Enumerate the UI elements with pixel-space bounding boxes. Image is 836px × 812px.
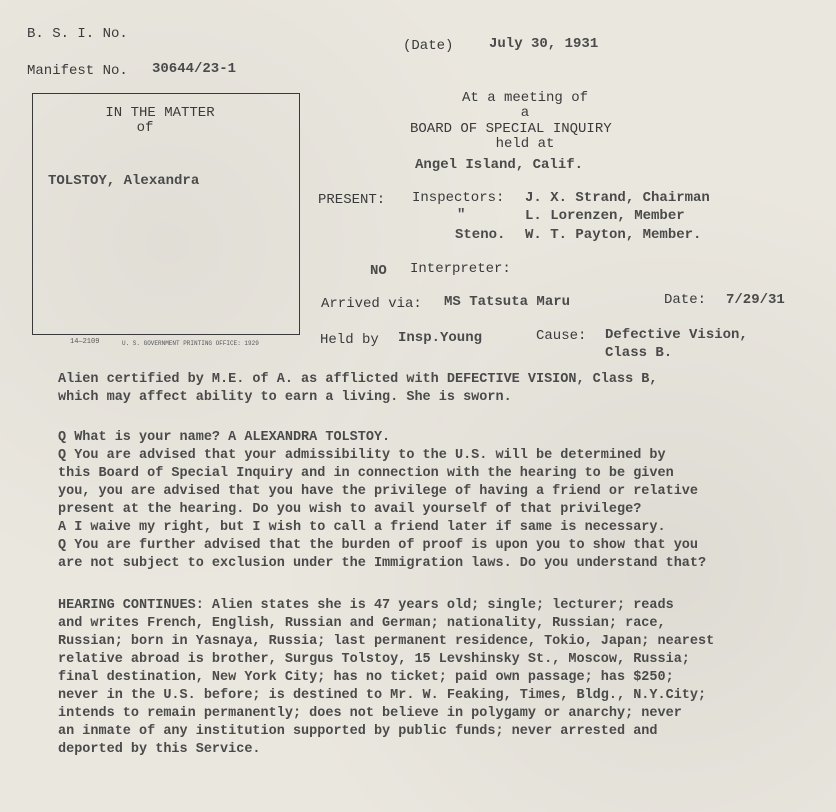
body-line: intends to remain permanently; does not believe in polygamy or anarchy; never (58, 706, 682, 721)
bsi-label: B. S. I. No. (27, 26, 128, 42)
body-line: and writes French, English, Russian and German; nationality, Russian; race, (58, 616, 666, 631)
body-line: Q You are further advised that the burden of proof is upon you to show that you (58, 538, 699, 553)
form-number: 14—2109 (70, 338, 100, 346)
cause-line1: Defective Vision, (605, 327, 748, 343)
matter-name: TOLSTOY, Alexandra (48, 173, 200, 189)
inspector-2: L. Lorenzen, Member (525, 208, 685, 224)
body-line: Q What is your name? A ALEXANDRA TOLSTOY. (58, 430, 391, 445)
body-line: HEARING CONTINUES: Alien states she is 47 years old; single; lecturer; reads (58, 598, 674, 613)
steno-member: W. T. Payton, Member. (525, 227, 702, 243)
body-line: never in the U.S. before; is destined to Mr. W. Feaking, Times, Bldg., N.Y.City; (58, 688, 707, 703)
body-line: you, you are advised that you have the privilege of having a friend or relative (58, 484, 699, 499)
meeting-place: Angel Island, Calif. (415, 157, 584, 173)
matter-title: IN THE MATTER (105, 105, 215, 121)
manifest-value: 30644/23-1 (152, 61, 237, 77)
body-line: relative abroad is brother, Surgus Tolstoy, 15 Levshinsky St., Moscow, Russia; (58, 652, 690, 667)
arrival-date-label: Date: (664, 292, 707, 308)
body-line: Alien certified by M.E. of A. as afflicted with DEFECTIVE VISION, Class B, (58, 372, 658, 387)
body-line: this Board of Special Inquiry and in connection with the hearing to be given (58, 466, 674, 481)
ship-name: MS Tatsuta Maru (444, 294, 571, 310)
body-line: Q You are advised that your admissibility to the U.S. will be determined by (58, 448, 666, 463)
body-line: deported by this Service. (58, 742, 261, 757)
board-title: BOARD OF SPECIAL INQUIRY (410, 121, 612, 137)
held-by-value: Insp.Young (398, 330, 483, 346)
ditto-mark: " (457, 207, 466, 223)
date-label: (Date) (403, 38, 454, 54)
body-line: an inmate of any institution supported by public funds; never arrested and (58, 724, 658, 739)
meeting-held-at: held at (495, 136, 555, 152)
body-line: Russian; born in Yasnaya, Russia; last permanent residence, Tokio, Japan; nearest (58, 634, 715, 649)
manifest-label: Manifest No. (27, 63, 128, 79)
meeting-line1: At a meeting of (461, 90, 589, 106)
date-value: July 30, 1931 (489, 36, 599, 52)
body-line: are not subject to exclusion under the Immigration laws. Do you understand that? (58, 556, 707, 571)
interpreter-label: Interpreter: (410, 261, 511, 277)
cause-label: Cause: (536, 328, 587, 344)
arrived-via-label: Arrived via: (321, 296, 422, 312)
arrival-date-value: 7/29/31 (726, 292, 785, 308)
matter-of: of (136, 120, 154, 136)
printing-office: U. S. GOVERNMENT PRINTING OFFICE: 1929 (122, 340, 259, 347)
body-line: A I waive my right, but I wish to call a friend later if same is necessary. (58, 520, 666, 535)
interpreter-prefix: NO (370, 263, 387, 279)
meeting-line2: a (520, 105, 530, 121)
cause-line2: Class B. (605, 345, 673, 361)
held-by-label: Held by (320, 332, 379, 348)
inspectors-label: Inspectors: (412, 190, 505, 206)
present-label: PRESENT: (318, 192, 386, 208)
inspector-1: J. X. Strand, Chairman (525, 190, 710, 206)
body-line: which may affect ability to earn a living. She is sworn. (58, 390, 512, 405)
body-line: present at the hearing. Do you wish to avail yourself of that privilege? (58, 502, 642, 517)
body-line: final destination, New York City; has no ticket; paid own passage; has $250; (58, 670, 674, 685)
steno-label: Steno. (455, 227, 506, 243)
